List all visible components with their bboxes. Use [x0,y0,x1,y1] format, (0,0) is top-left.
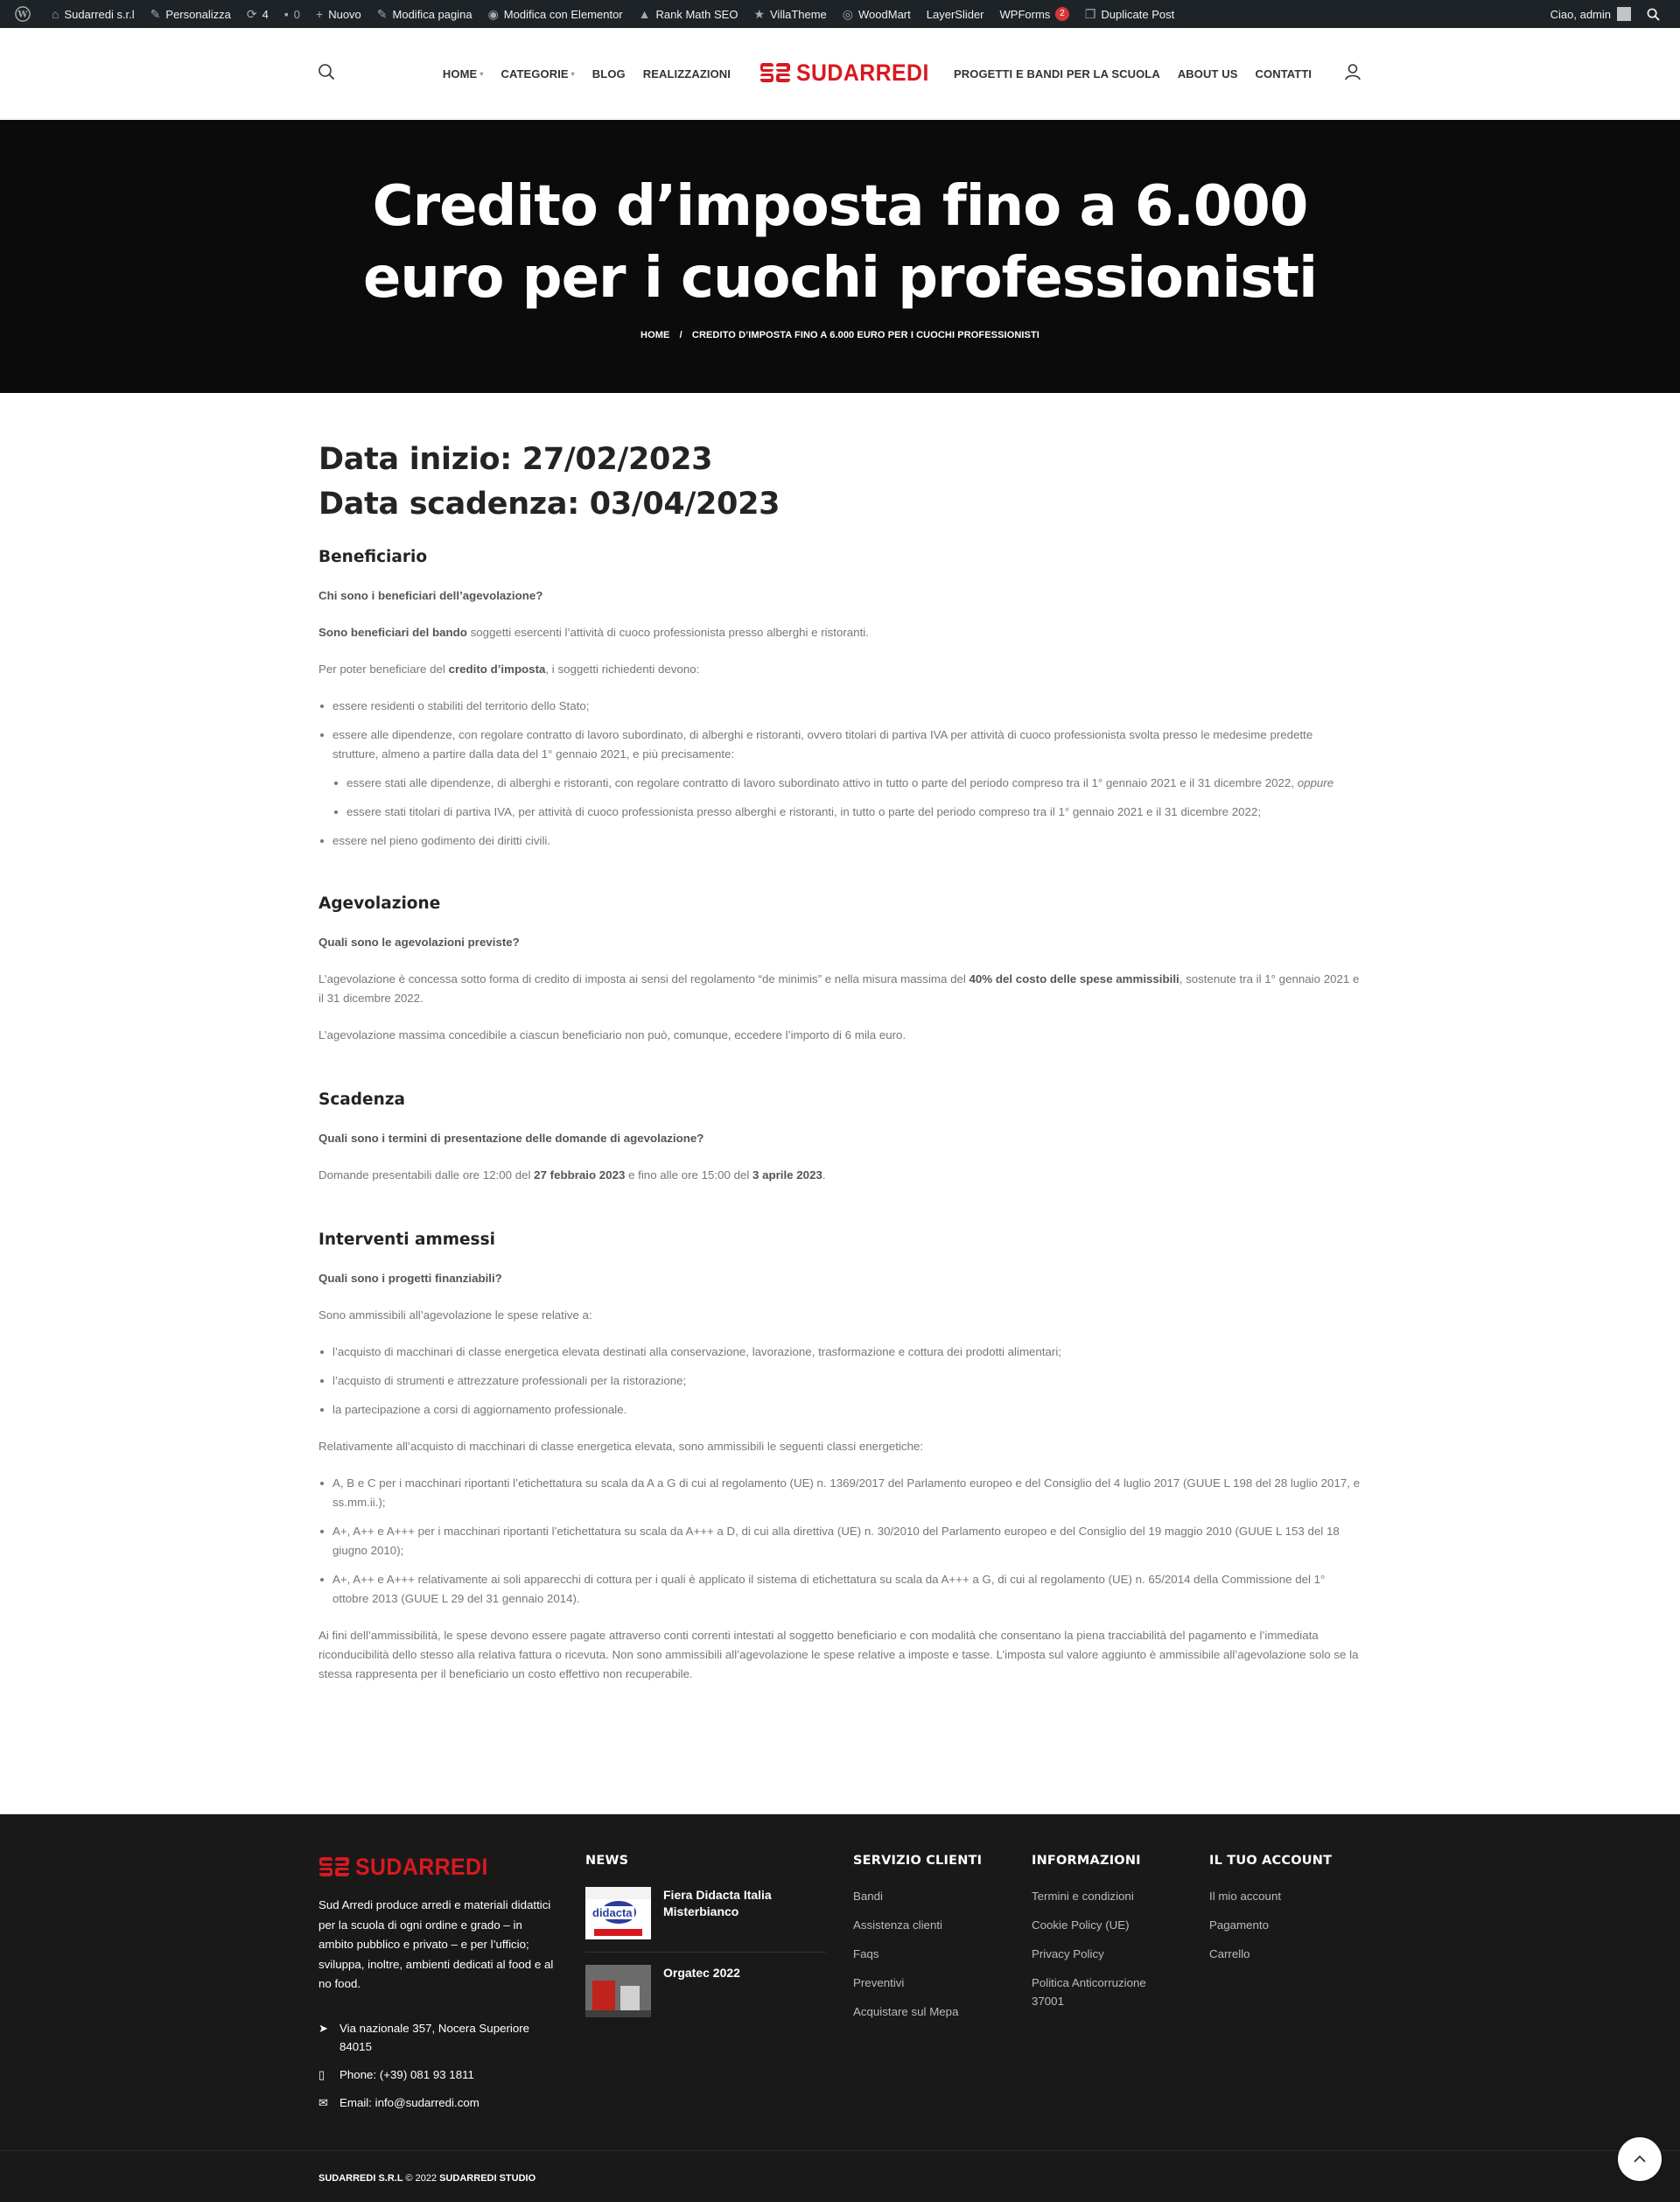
copyright: SUDARREDI S.R.L © 2022 SUDARREDI STUDIO [318,2173,536,2184]
comment-icon: ▪ [284,7,289,21]
logo-mark-icon [760,61,791,84]
brush-icon: ✎ [150,6,161,21]
footer-column-title: SERVIZIO CLIENTI [853,1854,983,1868]
footer-about-text: Sud Arredi produce arredi e materiali didattici per la scuola di ogni ordine e grado – in ambito pubblico e privato – e per l’ufficio; sviluppa, inoltre, ambienti dedicati al food e al no food. [318,1898,554,1990]
section-question: Quali sono i termini di presentazione delle domande di agevolazione? [318,1132,704,1145]
paragraph: Ai fini dell’ammissibilità, le spese devono essere pagate attraverso conti correnti intestati al soggetto beneficiario e con modalità che consentano la piena tracciabilità del pagamento e l’immediata riconducibilità dello stesso alla relativa fattura o ricevuta. Non sono ammissibili all’agevolazione le spese relative a imposte e tasse. L’imposta sul valore aggiunto è ammissibile all’agevolazione solo se la stessa rappresenta per il beneficiario un costo effettivo non recuperabile. [318,1629,1359,1680]
list-item: l’acquisto di macchinari di classe energetica elevata destinati alla conservazione, lavorazione, trasformazione e cottura dei prodotti alimentari; [318,1343,1362,1362]
footer-divider [0,2150,1680,2151]
footer-link-bandi[interactable]: Bandi [853,1890,884,1903]
news-title: Orgatec 2022 [663,1966,740,1980]
footer-servizio-clienti-column [853,1854,982,2031]
footer-contact-list [318,2019,555,2112]
footer-email[interactable]: ✉ Email: info@sudarredi.com [318,2093,555,2112]
section-question: Quali sono le agevolazioni previste? [318,936,520,949]
list-item: A+, A++ e A+++ per i macchinari riportanti l’etichettatura su scala da A+++ a D, di cui alla direttiva (UE) n. 30/2010 del Parlamento europeo e del Consiglio del 19 maggio 2010 (GUUE L 153 del 18 giugno 2010); [318,1522,1362,1560]
list-item: essere residenti o stabiliti del territorio dello Stato; [318,697,1362,716]
footer-link-preventivi[interactable]: Preventivi [853,1976,905,1989]
article-content [318,438,1362,1701]
footer-about-column [318,1854,555,2121]
star-icon: ★ [753,6,765,21]
site-logo[interactable] [760,60,941,86]
site-footer [0,1814,1680,2202]
date-end: Data scadenza: 03/04/2023 [318,487,780,522]
footer-logo-text: SUDARREDI [355,1853,488,1880]
list-item: la partecipazione a corsi di aggiornamento professionale. [318,1400,1362,1420]
admin-villatheme[interactable]: ★ VillaTheme [753,6,827,21]
admin-rank-math[interactable]: ▲ Rank Math SEO [638,7,738,21]
beneficiary-requirements-list [318,697,1362,851]
paragraph: L’agevolazione massima concedibile a ciascun beneficiario non può, comunque, eccedere l’importo di 6 mila euro. [318,1028,906,1041]
section-question: Quali sono i progetti finanziabili? [318,1272,502,1285]
admin-layerslider[interactable]: LayerSlider [926,7,984,21]
duplicate-icon: ❐ [1084,6,1096,21]
scroll-to-top-button[interactable] [1618,2137,1662,2181]
admin-duplicate-post[interactable]: ❐ Duplicate Post [1084,6,1175,21]
nav-item-about-us[interactable]: ABOUT US [1177,67,1238,81]
rank-math-icon: ▲ [638,7,651,21]
logo-text: SUDARREDI [796,59,929,86]
page-title: Credito d’imposta fino a 6.000 euro per i cuochi professionisti [362,174,1318,311]
admin-new[interactable]: + Nuovo [316,7,361,21]
footer-link-carrello[interactable]: Carrello [1209,1947,1250,1960]
news-thumbnail [585,1965,651,2017]
header-account-button[interactable] [1344,63,1363,82]
footer-account-column [1209,1854,1332,1974]
search-icon [318,63,335,81]
chevron-up-icon [1632,2151,1648,2167]
list-item: essere stati titolari di partiva IVA, per attività di cuoco professionista presso alberghi e ristoranti, in tutto o parte del periodo compreso tra il 1° gennaio 2021 e il 31 dicembre 2022; [332,803,1362,822]
footer-link-anticorruzione[interactable]: Politica Anticorruzione 37001 [1032,1976,1146,2008]
list-item: essere alle dipendenze, con regolare contratto di lavoro subordinato, di alberghi e ristoranti, ovvero titolari di partiva IVA per attività di cuoco professionista svolta presso le medesime predette strutture, almeno a partire dalla data del 1° gennaio 2021, e più precisamente: essere stati alle dipendenze, di alberghi e ristoranti, con regolare contratto di lavoro subordinato attivo in tutto o parte del periodo compreso tra il 1° gennaio 2021 e il 31 dicembre 2022, oppure essere stati titolari di partiva IVA, per attività di cuoco professionista presso alberghi e ristoranti, in tutto o parte del periodo compreso tra il 1° gennaio 2021 e il 31 dicembre 2022; [318,726,1362,822]
admin-comments[interactable]: ▪ 0 [284,7,301,21]
wordpress-icon [15,6,31,22]
admin-woodmart[interactable]: ◎ WoodMart [842,6,911,21]
footer-link-faqs[interactable]: Faqs [853,1947,879,1960]
news-thumbnail: didacta [585,1887,651,1939]
breadcrumb [0,330,1680,340]
section-heading-interventi: Interventi ammessi [318,1231,495,1249]
avatar [1617,7,1631,21]
admin-updates[interactable]: ⟳ 4 [246,6,269,21]
news-item[interactable] [585,1965,826,2030]
nav-item-contatti[interactable]: CONTATTI [1255,67,1312,81]
footer-link-assistenza[interactable]: Assistenza clienti [853,1918,942,1932]
energy-classes-list [318,1474,1362,1609]
breadcrumb-home[interactable]: HOME [640,330,670,340]
nav-item-realizzazioni[interactable]: REALIZZAZIONI [642,67,731,81]
footer-link-my-account[interactable]: Il mio account [1209,1890,1282,1903]
breadcrumb-current: CREDITO D’IMPOSTA FINO A 6.000 EURO PER I CUOCHI PROFESSIONISTI [691,330,1040,340]
news-item[interactable] [585,1887,826,1953]
home-icon: ⌂ [52,7,60,21]
news-title: Fiera Didacta Italia Misterbianco [663,1888,772,1918]
section-heading-agevolazione: Agevolazione [318,894,441,913]
paragraph: L’agevolazione è concessa sotto forma di credito di imposta ai sensi del regolamento “de minimis” e nella misura massima del 40% del costo delle spese ammissibili, sostenute tra il 1° gennaio 2021 e il 31 dicembre 2022. [318,972,1360,1005]
paragraph: Domande presentabili dalle ore 12:00 del 27 febbraio 2023 e fino alle ore 15:00 del 3 aprile 2023. [318,1168,826,1182]
search-icon [1647,8,1660,21]
main-nav-right [945,28,1320,119]
footer-address: ➤ Via nazionale 357, Nocera Superiore 84015 [318,2019,555,2056]
footer-logo[interactable] [318,1854,555,1880]
section-question: Chi sono i beneficiari dell’agevolazione? [318,589,543,602]
list-item: l’acquisto di strumenti e attrezzature professionali per la ristorazione; [318,1371,1362,1391]
pencil-icon: ✎ [376,6,388,21]
list-item: A+, A++ e A+++ relativamente ai soli apparecchi di cottura per i quali è applicato il sistema di etichettatura su scala da A+++ a G, di cui al regolamento (UE) n. 65/2014 della Commissione del 1° ottobre 2013 (GUUE L 29 del 31 gennaio 2014). [318,1570,1362,1609]
admin-site-name[interactable]: ⌂ Sudarredi s.r.l [52,7,135,21]
svg-text:W: W [18,10,28,20]
envelope-icon: ✉ [318,2095,328,2109]
woodmart-icon: ◎ [842,6,854,21]
admin-account-menu[interactable]: Ciao, admin [1543,0,1639,28]
footer-link-cookie-policy[interactable]: Cookie Policy (UE) [1032,1918,1130,1932]
plus-icon: + [316,7,324,21]
footer-link-mepa[interactable]: Acquistare sul Mepa [853,2005,959,2018]
footer-phone[interactable]: ▯ Phone: (+39) 081 93 1811 [318,2065,555,2084]
section-heading-scadenza: Scadenza [318,1090,405,1109]
admin-edit-page[interactable]: ✎ Modifica pagina [376,6,472,21]
section-heading-beneficiario: Beneficiario [318,548,428,566]
footer-informazioni-column [1032,1854,1189,2021]
logo-mark-icon [318,1855,350,1878]
nav-item-blog[interactable]: BLOG [592,67,626,81]
breadcrumb-separator: / [679,330,682,340]
wordpress-logo-button[interactable] [7,0,44,28]
header-search-button[interactable] [318,63,337,82]
date-start: Data inizio: 27/02/2023 [318,442,713,477]
admin-edit-elementor[interactable]: ◉ Modifica con Elementor [487,6,623,21]
paragraph: Relativamente all’acquisto di macchinari di classe energetica elevata, sono ammissibili le seguenti classi energetiche: [318,1440,924,1453]
user-icon [1344,63,1362,81]
list-item: essere stati alle dipendenze, di alberghi e ristoranti, con regolare contratto di lavoro subordinato attivo in tutto o parte del periodo compreso tra il 1° gennaio 2021 e il 31 dicembre 2022, oppure [332,774,1362,793]
page-title-banner [0,120,1680,393]
admin-search-button[interactable] [1639,0,1673,28]
main-nav-left [434,28,739,119]
admin-customize[interactable]: ✎ Personalizza [150,6,231,21]
footer-column-title: INFORMAZIONI [1032,1854,1141,1868]
wpforms-badge: 2 [1055,7,1069,21]
site-header [0,28,1680,119]
admin-wpforms[interactable]: WPForms 2 [992,0,1077,28]
footer-column-title: IL TUO ACCOUNT [1209,1854,1333,1868]
nav-item-categorie[interactable]: CATEGORIE ▾ [500,67,575,81]
list-item: A, B e C per i macchinari riportanti l’etichettatura su scala da A a G di cui al regolamento (UE) n. 1369/2017 del Parlamento europeo e del Consiglio del 4 luglio 2017 (GUUE L 198 del 28 luglio 2017, e ss.mm.ii.); [318,1474,1362,1512]
nested-list [332,774,1362,822]
chevron-down-icon: ▾ [570,69,575,78]
eligible-expenses-list [318,1343,1362,1420]
footer-link-termini[interactable]: Termini e condizioni [1032,1890,1134,1903]
footer-link-privacy-policy[interactable]: Privacy Policy [1032,1947,1104,1960]
location-arrow-icon: ➤ [318,2021,328,2035]
updates-icon: ⟳ [246,6,257,21]
paragraph: Sono ammissibili all’agevolazione le spese relative a: [318,1308,592,1322]
chevron-down-icon: ▾ [480,69,484,78]
elementor-icon: ◉ [487,6,499,21]
list-item: essere nel pieno godimento dei diritti civili. [318,831,1362,851]
nav-item-home[interactable]: HOME ▾ [442,67,484,81]
footer-news-column [585,1854,826,2042]
paragraph: Sono beneficiari del bando soggetti esercenti l’attività di cuoco professionista presso alberghi e ristoranti. [318,626,869,639]
footer-link-pagamento[interactable]: Pagamento [1209,1918,1270,1932]
nav-item-progetti-bandi[interactable]: PROGETTI E BANDI PER LA SCUOLA [954,67,1160,81]
footer-news-title: NEWS [585,1854,629,1868]
paragraph: Per poter beneficiare del credito d’imposta, i soggetti richiedenti devono: [318,663,700,676]
phone-icon: ▯ [318,2067,326,2081]
admin-bar [0,0,1680,28]
